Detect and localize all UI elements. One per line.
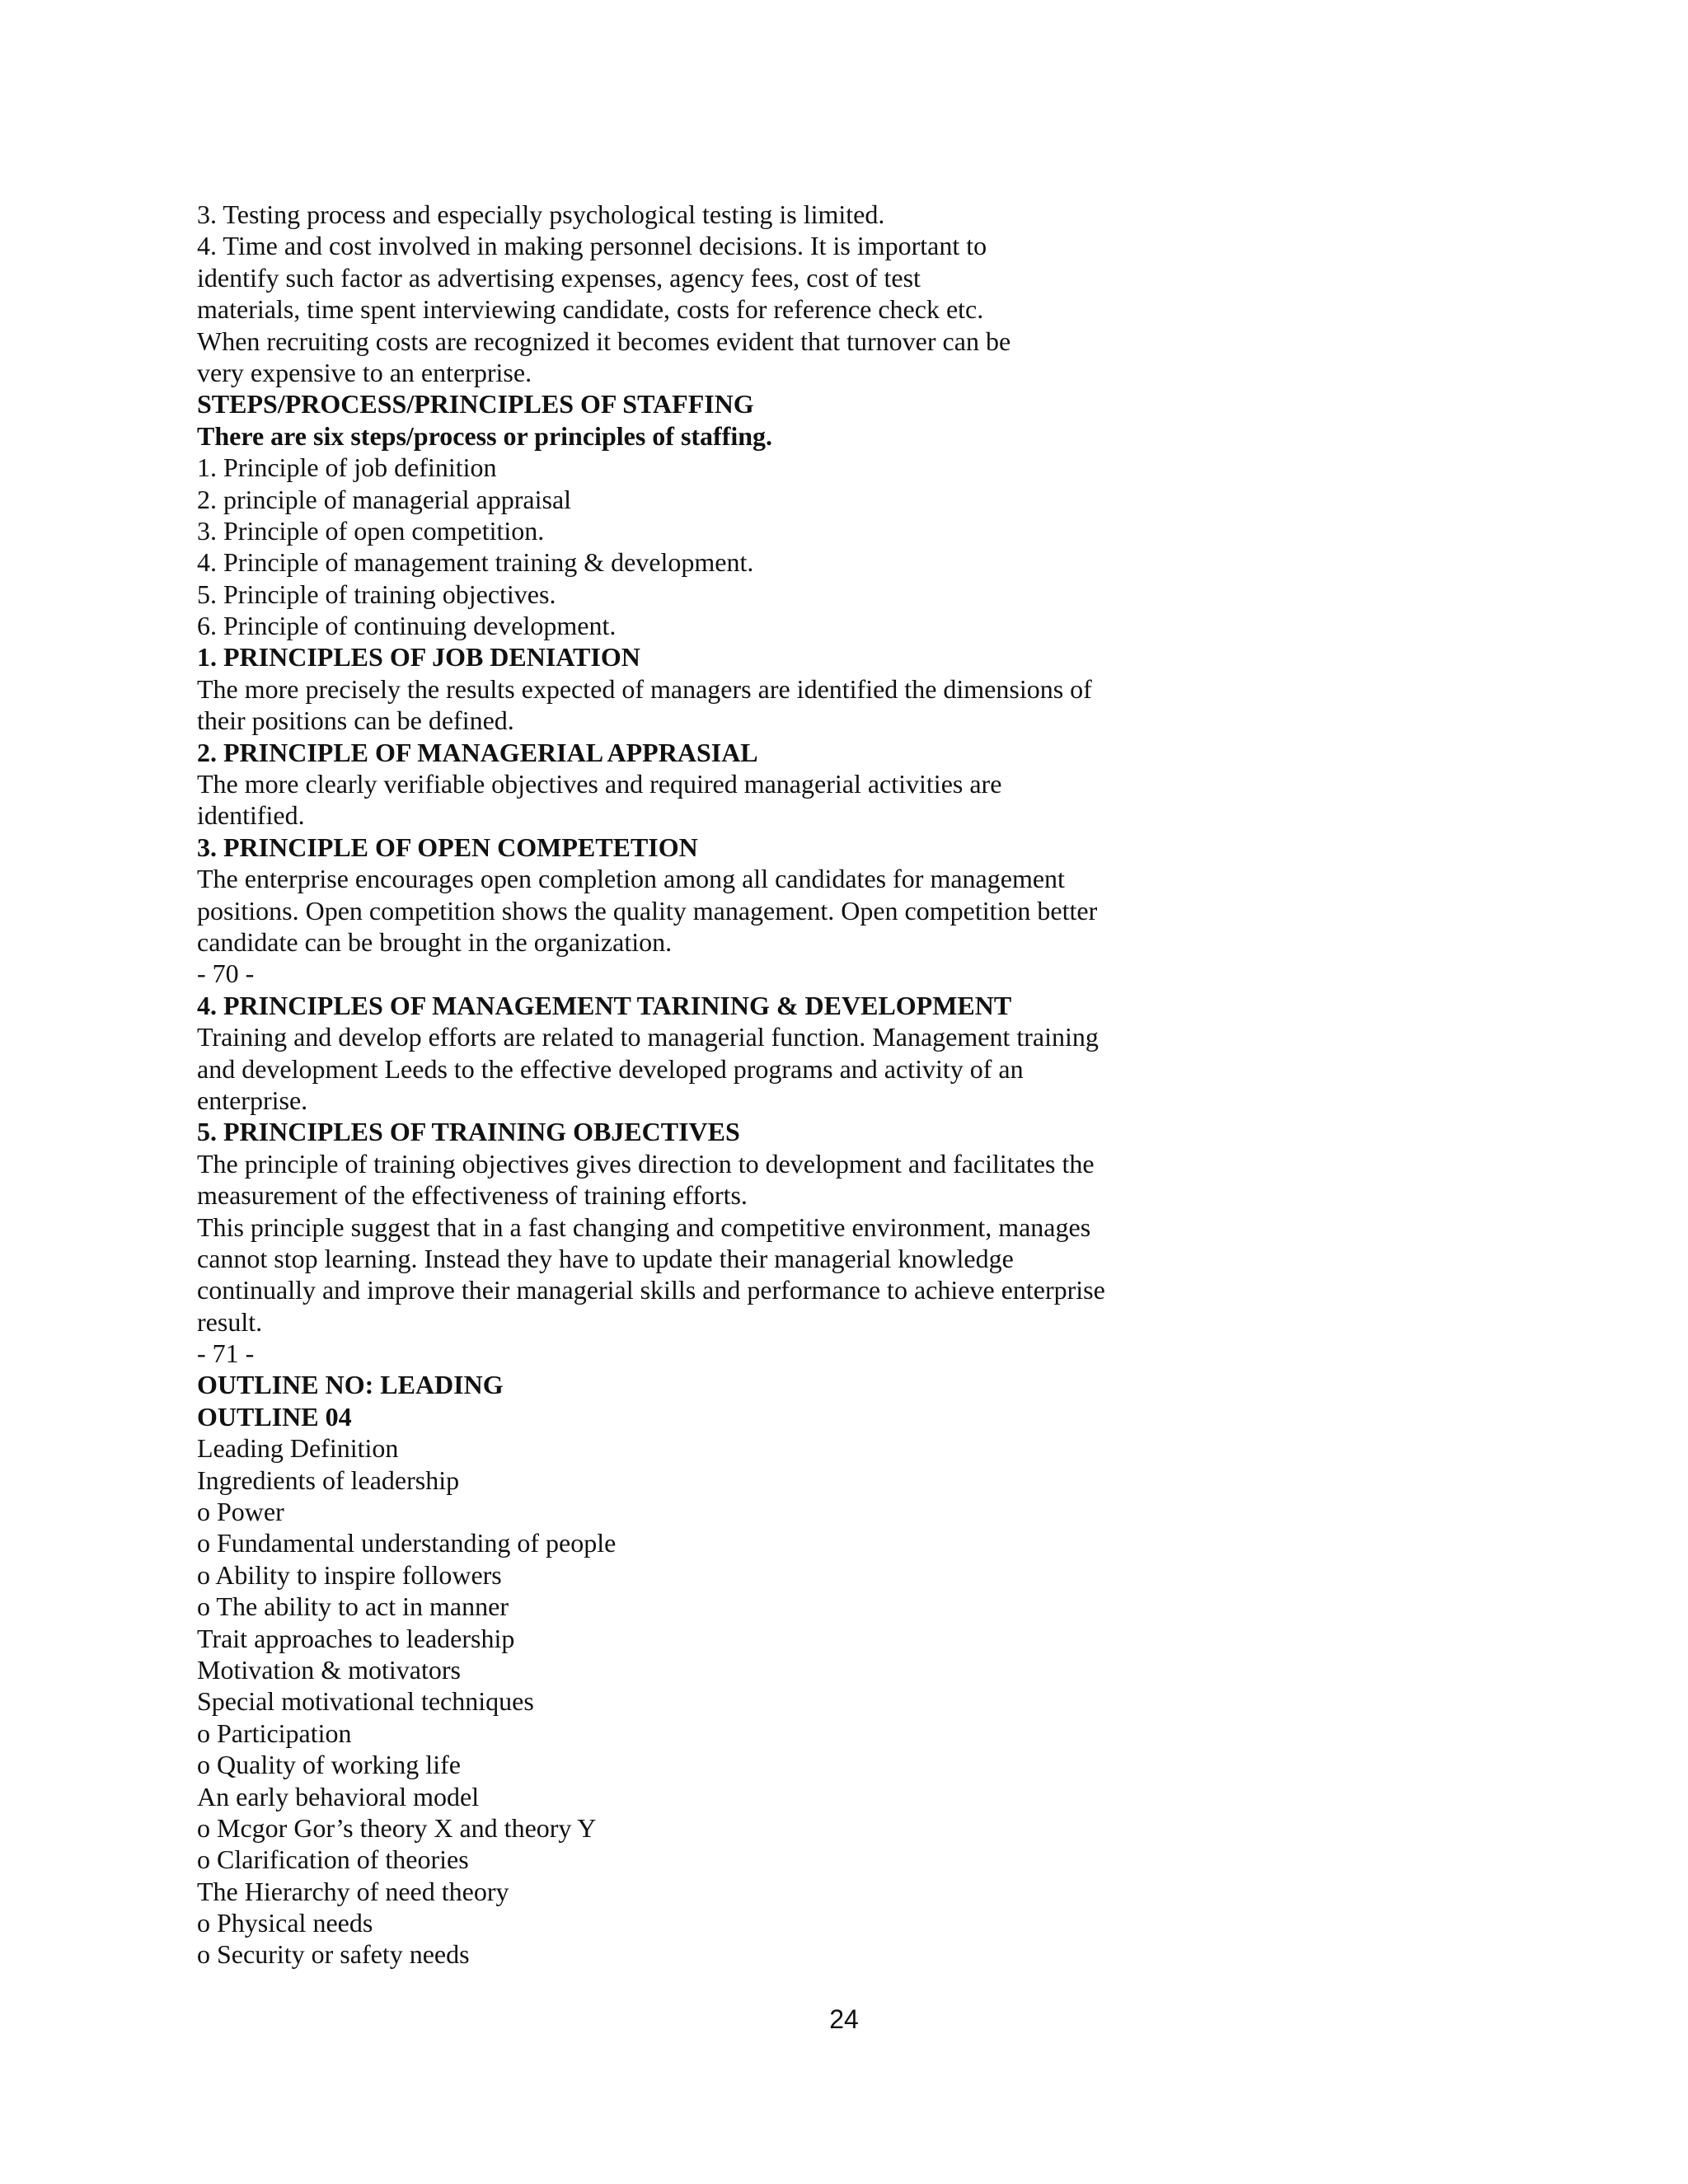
text-line: measurement of the effectiveness of training efforts. — [197, 1180, 748, 1211]
text-line: candidate can be brought in the organization. — [197, 926, 673, 957]
text-line: The more clearly verifiable objectives and required managerial activities are — [197, 769, 1002, 799]
text-line: - 71 - — [197, 1338, 255, 1369]
text-line: 3. Principle of open competition. — [197, 515, 545, 546]
text-line: 4. Time and cost involved in making personnel decisions. It is important to — [197, 231, 987, 261]
text-line: o Participation — [197, 1718, 352, 1748]
section-heading: There are six steps/process or principles of staffing. — [197, 420, 773, 451]
text-line: o Security or safety needs — [197, 1939, 470, 1970]
text-line: Trait approaches to leadership — [197, 1623, 515, 1653]
section-heading: 3. PRINCIPLE OF OPEN COMPETETION — [197, 832, 698, 862]
text-line: o Quality of working life — [197, 1750, 461, 1780]
section-heading: 4. PRINCIPLES OF MANAGEMENT TARINING & DEVELOPMENT — [197, 990, 1012, 1020]
text-line: cannot stop learning. Instead they have to update their managerial knowledge — [197, 1243, 1014, 1273]
text-line: An early behavioral model — [197, 1781, 480, 1811]
text-line: o Physical needs — [197, 1908, 373, 1938]
text-line: 1. Principle of job definition — [197, 452, 497, 483]
text-line: materials, time spent interviewing candidate, costs for reference check etc. — [197, 294, 984, 325]
page-number: 24 — [829, 2004, 859, 2034]
text-line: identify such factor as advertising expenses, agency fees, cost of test — [197, 262, 921, 293]
text-line: 5. Principle of training objectives. — [197, 579, 556, 609]
text-line: their positions can be defined. — [197, 705, 514, 736]
section-heading: 2. PRINCIPLE OF MANAGERIAL APPRASIAL — [197, 737, 758, 767]
text-line: identified. — [197, 800, 305, 831]
text-line: When recruiting costs are recognized it becomes evident that turnover can be — [197, 326, 1011, 356]
text-line: Special motivational techniques — [197, 1686, 534, 1717]
text-line: The more precisely the results expected of managers are identified the dimensions of — [197, 673, 1092, 704]
text-line: continually and improve their managerial skills and performance to achieve enterprise — [197, 1275, 1105, 1305]
text-line: o The ability to act in manner — [197, 1591, 509, 1622]
text-line: o Power — [197, 1497, 284, 1527]
section-heading: OUTLINE 04 — [197, 1401, 352, 1432]
text-line: positions. Open competition shows the quality management. Open competition better — [197, 895, 1098, 926]
text-line: o Fundamental understanding of people — [197, 1528, 617, 1558]
text-line: 4. Principle of management training & development. — [197, 547, 754, 578]
text-line: The principle of training objectives gives direction to development and facilitates the — [197, 1148, 1095, 1179]
section-heading: STEPS/PROCESS/PRINCIPLES OF STAFFING — [197, 389, 754, 419]
text-line: o Mcgor Gor’s theory X and theory Y — [197, 1812, 597, 1843]
text-line: very expensive to an enterprise. — [197, 357, 532, 387]
text-line: 2. principle of managerial appraisal — [197, 484, 572, 514]
section-heading: OUTLINE NO: LEADING — [197, 1370, 504, 1400]
text-line: o Ability to inspire followers — [197, 1559, 502, 1590]
text-line: and development Leeds to the effective developed programs and activity of an — [197, 1053, 1024, 1084]
text-line: result. — [197, 1306, 263, 1337]
text-line: The enterprise encourages open completion among all candidates for management — [197, 864, 1065, 894]
section-heading: 1. PRINCIPLES OF JOB DENIATION — [197, 642, 640, 673]
section-heading: 5. PRINCIPLES OF TRAINING OBJECTIVES — [197, 1117, 740, 1147]
text-line: Leading Definition — [197, 1433, 399, 1464]
text-line: This principle suggest that in a fast changing and competitive environment, manages — [197, 1212, 1091, 1242]
text-line: The Hierarchy of need theory — [197, 1876, 509, 1906]
text-line: 3. Testing process and especially psychological testing is limited. — [197, 199, 885, 229]
text-line: Ingredients of leadership — [197, 1465, 460, 1495]
text-line: o Clarification of theories — [197, 1844, 469, 1875]
text-line: enterprise. — [197, 1085, 308, 1115]
text-line: 6. Principle of continuing development. — [197, 611, 617, 641]
text-line: Motivation & motivators — [197, 1654, 461, 1685]
text-line: Training and develop efforts are related to managerial function. Management training — [197, 1022, 1099, 1052]
text-line: - 70 - — [197, 958, 255, 989]
document-body — [197, 199, 1186, 1971]
